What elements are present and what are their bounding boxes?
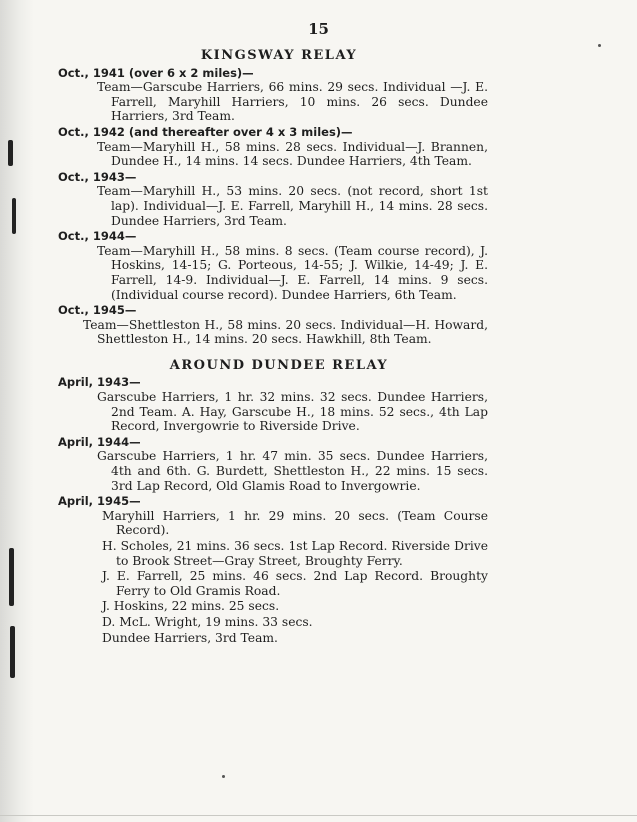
entry-text: Team—Garscube Harriers, 66 mins. 29 secs. Individual —J. E. Farrell, Maryhill Harriers, 10 mins. 26 secs. Dundee Harriers, 3rd Team.	[97, 80, 488, 124]
entry-heading: April, 1944—	[58, 434, 141, 449]
list-item: Dundee Harriers, 3rd Team.	[102, 630, 278, 645]
entry-oct-1943	[58, 170, 488, 228]
entry-oct-1944	[58, 229, 488, 302]
list-item: Maryhill Harriers, 1 hr. 29 mins. 20 secs. (Team Course Record).	[102, 508, 488, 538]
entry-text: Garscube Harriers, 1 hr. 32 mins. 32 secs. Dundee Harriers, 2nd Team. A. Hay, Garscube H., 18 mins. 52 secs., 4th Lap Record, Invergowrie to Riverside Drive.	[97, 390, 488, 434]
list-item: H. Scholes, 21 mins. 36 secs. 1st Lap Record. Riverside Drive to Brook Street—Gray Street, Broughty Ferry.	[102, 539, 488, 568]
entry-heading: Oct., 1945—	[58, 303, 137, 318]
entry-oct-1942	[58, 125, 488, 169]
list-item: D. McL. Wright, 19 mins. 33 secs.	[102, 614, 313, 629]
entry-april-1944	[58, 435, 488, 493]
entry-text: Garscube Harriers, 1 hr. 47 min. 35 secs. Dundee Harriers, 4th and 6th. G. Burdett, Shettleston H., 22 mins. 15 secs. 3rd Lap Record, Old Glamis Road to Invergowrie.	[97, 449, 488, 493]
entry-heading: Oct., 1943—	[58, 169, 137, 184]
entry-text: Team—Maryhill H., 58 mins. 8 secs. (Team course record), J. Hoskins, 14-15; G. Porteous, 14-55; J. Wilkie, 14-49; J. E. Farrell, 14-9. Individual—J. E. Farrell, 14 mins. 9 secs. (Individual course record). Dundee Harriers, 6th Team.	[97, 243, 488, 302]
list-item: J. Hoskins, 22 mins. 25 secs.	[102, 599, 280, 614]
entry-heading: April, 1943—	[58, 375, 141, 390]
page-content	[58, 49, 488, 646]
entry-april-1945	[58, 494, 488, 645]
entry-oct-1941	[58, 66, 488, 124]
entry-heading: Oct., 1944—	[58, 229, 137, 244]
entry-oct-1945	[58, 303, 488, 347]
page-number: 15	[308, 20, 329, 38]
entry-text: Team—Maryhill H., 58 mins. 28 secs. Individual—J. Brannen, Dundee H., 14 mins. 14 secs. Dundee Harriers, 4th Team.	[97, 139, 488, 169]
entry-text: Team—Shettleston H., 58 mins. 20 secs. Individual—H. Howard, Shettleston H., 14 mins. 20 secs. Hawkhill, 8th Team.	[83, 317, 488, 347]
entry-heading: Oct., 1941 (over 6 x 2 miles)—	[58, 65, 254, 80]
section-title-around-dundee: AROUND DUNDEE RELAY	[169, 357, 389, 373]
scan-edge-line	[0, 815, 637, 816]
entry-heading: April, 1945—	[58, 494, 141, 509]
entry-text: Team—Maryhill H., 53 mins. 20 secs. (not record, short 1st lap). Individual—J. E. Farrell, Maryhill H., 14 mins. 28 secs. Dundee Harriers, 3rd Team.	[97, 184, 488, 228]
list-item: J. E. Farrell, 25 mins. 46 secs. 2nd Lap Record. Broughty Ferry to Old Gramis Road.	[102, 569, 488, 598]
section-title-kingsway: KINGSWAY RELAY	[200, 48, 358, 63]
entry-april-1943	[58, 375, 488, 433]
entry-heading: Oct., 1942 (and thereafter over 4 x 3 miles)—	[58, 124, 353, 139]
